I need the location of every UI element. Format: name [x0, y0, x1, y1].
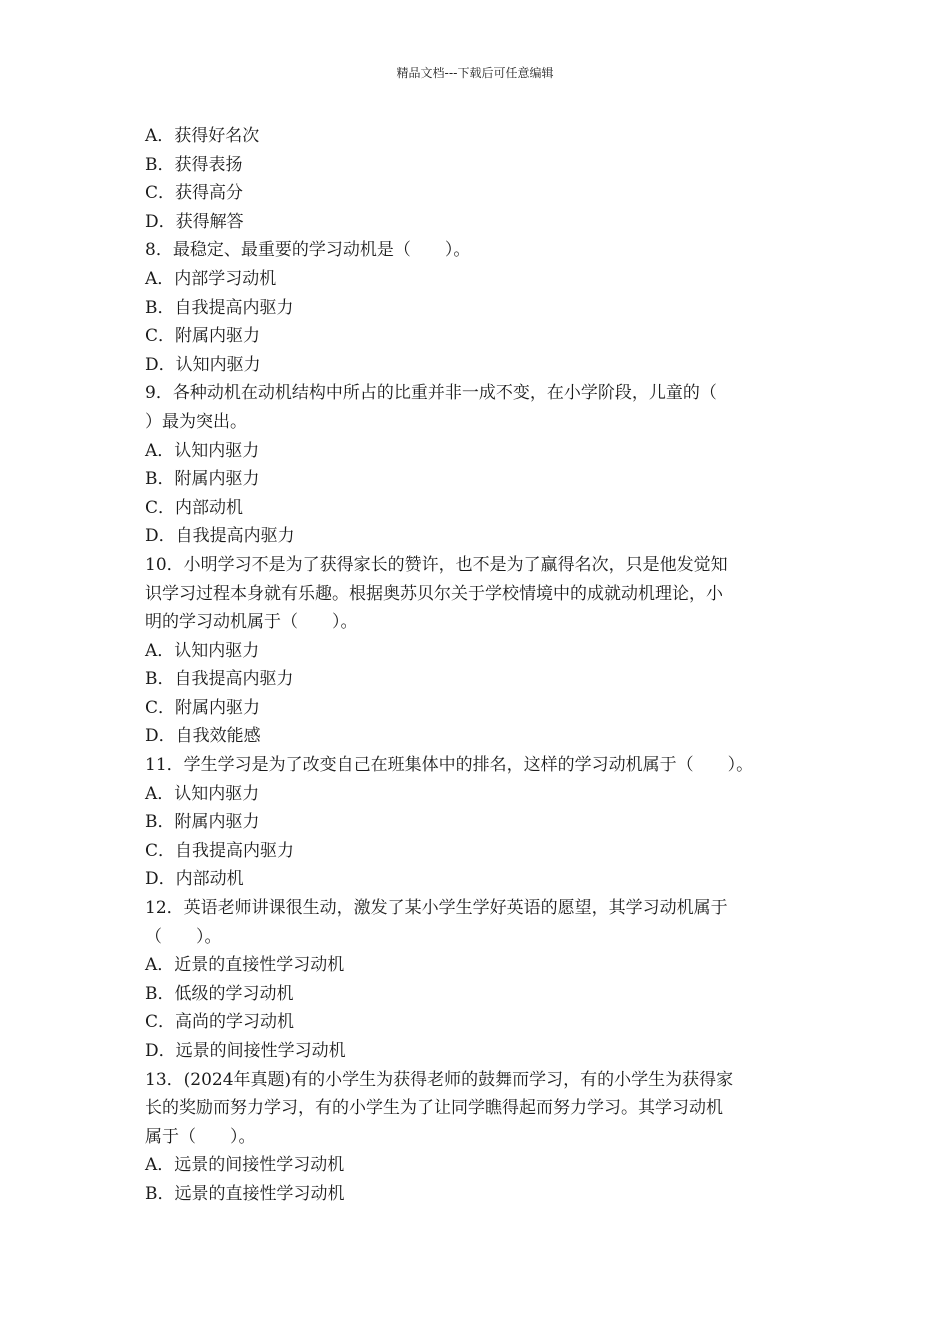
text-line: D．内部动机: [145, 869, 244, 890]
text-line: A．认知内驱力: [145, 440, 260, 461]
question-12: 12．英语老师讲课很生动，激发了某小学生学好英语的愿望，其学习动机属于: [145, 898, 728, 919]
text-line: D．获得解答: [145, 211, 244, 232]
text-line: D．认知内驱力: [145, 354, 261, 375]
text-line: A．内部学习动机: [145, 268, 277, 289]
document-body: [145, 122, 825, 1209]
text-line: A．认知内驱力: [145, 640, 260, 661]
question-13: 13．(2024年真题)有的小学生为获得老师的鼓舞而学习，有的小学生为获得家: [145, 1069, 734, 1090]
text-line: B．附属内驱力: [145, 812, 260, 833]
text-line: D．自我效能感: [145, 726, 261, 747]
text-line: 属于（ ）。: [145, 1126, 256, 1147]
page-header: 精品文档---下载后可任意编辑: [396, 66, 554, 80]
text-line: C．自我提高内驱力: [145, 840, 295, 861]
text-line: A．远景的间接性学习动机: [145, 1155, 345, 1176]
text-line: D．自我提高内驱力: [145, 526, 295, 547]
question-10: 10．小明学习不是为了获得家长的赞许，也不是为了赢得名次，只是他发觉知: [145, 554, 728, 575]
text-line: C．获得高分: [145, 183, 244, 204]
text-line: A．获得好名次: [145, 126, 260, 146]
text-line: B．自我提高内驱力: [145, 669, 294, 690]
text-line: A．认知内驱力: [145, 783, 260, 804]
text-line: D．远景的间接性学习动机: [145, 1041, 346, 1061]
question-9: 9．各种动机在动机结构中所占的比重并非一成不变，在小学阶段，儿童的（: [145, 383, 717, 404]
text-line: （ ）。: [145, 926, 222, 947]
text-line: B．自我提高内驱力: [145, 297, 294, 318]
question-8: 8．最稳定、最重要的学习动机是（ ）。: [145, 240, 471, 261]
text-line: 明的学习动机属于（ ）。: [145, 612, 358, 633]
text-line: B．获得表扬: [145, 154, 243, 175]
text-line: B．附属内驱力: [145, 469, 260, 490]
text-line: 长的奖励而努力学习，有的小学生为了让同学瞧得起而努力学习。其学习动机: [145, 1098, 723, 1119]
text-line: C．高尚的学习动机: [145, 1012, 295, 1033]
text-line: 识学习过程本身就有乐趣。根据奥苏贝尔关于学校情境中的成就动机理论，小: [145, 583, 723, 604]
text-line: B．低级的学习动机: [145, 983, 294, 1004]
text-line: ）最为突出。: [145, 411, 247, 432]
text-line: C．附属内驱力: [145, 697, 261, 718]
text-line: C．附属内驱力: [145, 326, 261, 347]
text-line: A．近景的直接性学习动机: [145, 955, 345, 976]
question-11: 11．学生学习是为了改变自己在班集体中的排名，这样的学习动机属于（ ）。: [145, 755, 754, 776]
text-line: C．内部动机: [145, 497, 244, 518]
text-line: B．远景的直接性学习动机: [145, 1183, 345, 1204]
